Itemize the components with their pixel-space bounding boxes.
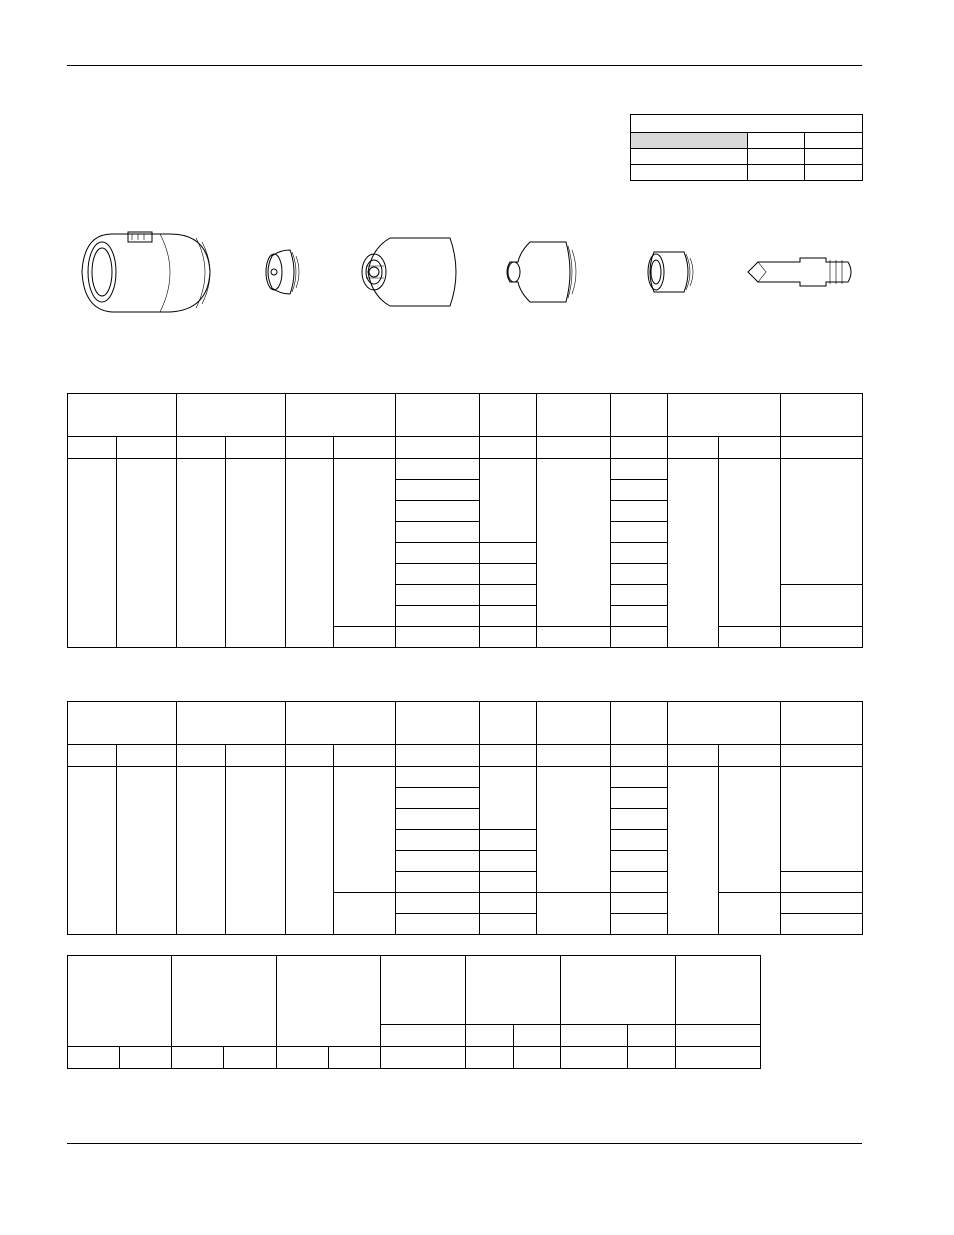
shield-drawing <box>82 232 210 312</box>
consumables-illustration <box>0 220 954 340</box>
legend-title <box>631 115 863 133</box>
cut-chart-table-3 <box>67 955 761 1069</box>
header-rule <box>67 65 862 66</box>
nozzle-drawing <box>507 242 576 302</box>
footer-rule <box>67 1143 862 1144</box>
electrode-drawing <box>748 258 851 286</box>
cut-chart-table-1 <box>67 393 863 648</box>
retaining-cap-drawing <box>362 238 456 306</box>
swirl-ring-drawing <box>648 252 693 292</box>
shield-cap-drawing <box>266 250 299 294</box>
legend-table <box>630 114 863 181</box>
legend-header-cell <box>631 133 748 149</box>
cut-chart-table-2 <box>67 701 863 935</box>
